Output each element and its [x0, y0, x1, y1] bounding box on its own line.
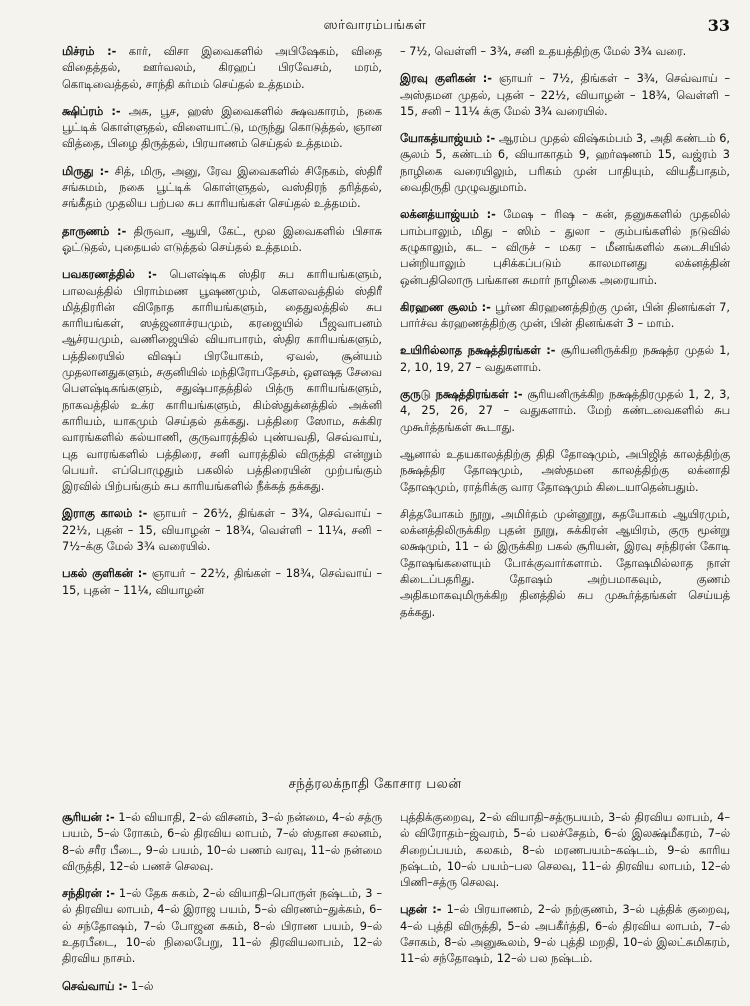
paragraph-text: 1–ல் தேக சுகம், 2–ல் வியாதி–பொருள் நஷ்டம், 3 –ல் திரவிய லாபம், 4–ல் இராஜ பயம், 5–ல் விரணம்–துக்கம், 6–ல் சந்தோஷம், 7–ல் போஜன சுகம், 8–ல் பிராண பயம், 9–ல் உதரபீடை, 10–ல் நிலைபேறு, 11–ல் திரவியலாபம், 12–ல் திரவிய நாசம். — [62, 887, 382, 966]
paragraph-text: பௌஷ்டிக ஸ்திர சுப காரியங்களும், பாலவத்தில் பிராம்மண பூஷணமும், கௌலவத்தில் ஸ்திரீ மித்திரரின் விநோத காரியங்களும், தைதுலத்தில் சுப காரியங்கள், ஸத்ஜனாச்ரயமும், கரஜையில் பீஜவாபனம் ஆச்ரயமும், வணிஜையில் வியாபாரம், ஸ்திர காரியங்களும், பத்திரையில் விஷப் பிரயோகம், ஏவல், சூன்யம் முதலானதுகளும், சகுனியில் மந்திரோபதேசம், ஔஷத சேவை பௌஷ்டிகங்களும், சதுஷ்பாதத்தில் பித்ரு காரியங்களும், நாகவத்தில் உக்ர காரியங்களும், கிம்ஸ்துக்னத்தில் அக்னி காரியம், யாகமும் செய்தல் தக்கது. பத்திரை ஸோம, சுக்கிர வாரங்களில் கல்யாணி, குருவாரத்தில் புண்யவதி, செவ்வாய், புத வாரங்களில் பத்திரை, சனி வாரத்தில் விருத்தி என்றும் பெயர். எப்பொழுதும் பகலில் பத்திரையின் முற்பங்கும் இரவில் பிற்பங்கும் சுப காரியங்களில் நீக்கத் தக்கது. — [62, 268, 383, 494]
paragraph — [400, 44, 730, 60]
bottom-right-column — [400, 810, 730, 979]
paragraph — [62, 566, 382, 599]
term-heading: குருடு நக்ஷத்திரங்கள் :- — [400, 388, 523, 402]
paragraph-text: சித்தயோகம் நூறு, அமிர்தம் முன்னூறு, சுதயோகம் ஆயிரமும், லக்னத்திலிருக்கிற புதன் நூறு, சுக்கிரன் ஆயிரம், குரு மூன்று லக்ஷமும், 11 – ல் இருக்கிற பகல் சூரியன், இரவு சந்திரன் கோடி தோஷங்களையும் போக்குவார்களாம். தோஷமில்லாத நாள் கிடைப்பதரிது. தோஷம் அற்பமாகவும், குணம் அதிகமாகவுமிருக்கிற தினத்தில் சுப முகூர்த்தங்கள் செய்யத் தக்கது. — [400, 507, 730, 619]
page-number: 33 — [707, 16, 730, 35]
paragraph — [62, 164, 382, 213]
term-heading: மிச்ரம் :- — [62, 45, 117, 58]
paragraph — [400, 343, 730, 376]
term-heading: சந்திரன் :- — [62, 887, 115, 901]
term-heading: உயிரில்லாத நக்ஷத்திரங்கள் :- — [400, 344, 556, 358]
paragraph-text: பூர்ண கிரஹணத்திற்கு முன், பின் தினங்கள் 7, பார்ச்வ க்ரஹணத்திற்கு முன், பின் தினங்கள் 3 – மாம். — [400, 300, 730, 331]
term-heading: க்ஷிப்ரம் :- — [62, 104, 121, 118]
term-heading: யோகத்யாஜ்யம் :- — [400, 132, 496, 146]
paragraph — [400, 131, 730, 196]
term-heading: தாருணம் :- — [62, 224, 127, 238]
paragraph — [400, 447, 730, 496]
paragraph — [62, 810, 382, 875]
paragraph-text: ஆரம்ப முதல் விஷ்கம்பம் 3, அதி கண்டம் 6, சூலம் 5, கண்டம் 6, வியாகாதம் 9, ஹர்ஷணம் 15, வஜ்ரம் 3 நாழிகை வரையிலும், பரிகம் முன் பாதியும், வியதீபாதம், வைதிருதி முழுவதுமாம். — [400, 132, 730, 195]
term-heading: பகல் குளிகன் :- — [62, 567, 147, 581]
running-title: ஸர்வாரம்பங்கள் — [323, 18, 427, 33]
paragraph-text: ஞாயர் – 22½, திங்கள் – 18¾, செவ்வாய் – 15, புதன் – 11¼, வியாழன் — [62, 567, 382, 597]
term-heading: இராகு காலம் :- — [62, 507, 148, 521]
term-heading: சூரியன் :- — [62, 811, 115, 824]
term-heading: மிருது :- — [62, 164, 109, 178]
term-heading: பவகரணத்தில் :- — [62, 268, 157, 282]
term-heading: புதன் :- — [400, 903, 442, 917]
paragraph-text: கார், விசா இவைகளில் அபிஷேகம், விதை விதைத்தல், ஊர்வலம், கிரஹப் பிரவேசம், மரம், கொடிவைத்தல், சாந்தி கர்மம் செய்தல் உத்தமம். — [62, 45, 383, 91]
paragraph-text: அசு, பூச, ஹஸ் இவைகளில் க்ஷவகாரம், நகை பூட்டிக் கொள்ளுதல், விளையாட்டு, மருந்து கொடுத்தல், ஞான வித்தை, பிழை திருத்தல், பிரயாணம் செய்தல் உத்தமம். — [62, 104, 382, 151]
paragraph-text: – 7½, வெள்ளி – 3¾, சனி உதயத்திற்கு மேல் 3¾ வரை. — [400, 45, 687, 58]
paragraph — [62, 886, 382, 967]
term-heading: கிரஹண சூலம் :- — [400, 300, 491, 314]
term-heading: இரவு குளிகன் :- — [400, 72, 492, 86]
paragraph-text: சித், மிரு, அனு, ரேவ இவைகளில் சிநேகம், ஸ்திரீ சங்கமம், நகை பூட்டிக் கொள்ளுதல், வஸ்திரந் தரித்தல், சங்கீதம் முதலிய பற்பல சுப காரியங்கள் செய்தல் உத்தமம். — [62, 164, 383, 211]
left-column — [62, 44, 382, 610]
paragraph-text: ஆனால் உதயகாலத்திற்கு திதி தோஷமும், அபிஜித் காலத்திற்கு நக்ஷத்திர தோஷமும், அஸ்தமன காலத்திற்கு லக்னாதி தோஷமும், ராத்ரிக்கு வார தோஷமும் கிடையாதென்பதும். — [400, 447, 730, 494]
paragraph — [62, 104, 382, 153]
paragraph — [62, 267, 382, 495]
paragraph — [400, 387, 730, 436]
paragraph-text: 1–ல் வியாதி, 2–ல் விசனம், 3–ல் நன்மை, 4–ல் சத்ரு பயம், 5–ல் ரோகம், 6–ல் திரவிய லாபம், 7–ல் ஸ்தான சலனம், 8–ல் சரீர பீடை, 9–ல் பயம், 10–ல் பணம் வரவு, 11–ல் நன்மை விருத்தி, 12–ல் பணச் செலவு. — [62, 811, 383, 873]
term-heading: செவ்வாய் :- — [62, 979, 128, 993]
paragraph — [400, 207, 730, 288]
bottom-left-column — [62, 810, 382, 1006]
paragraph-text: சூரியனிருக்கிற நக்ஷத்ர முதல் 1, 2, 10, 19, 27 – வதுகளாம். — [400, 344, 730, 374]
paragraph — [400, 300, 730, 333]
paragraph-text: ஞாயர் – 7½, திங்கள் – 3¾, செவ்வாய் – அஸ்தமன முதல், புதன் – 22½, வியாழன் – 18¾, வெள்ளி – 15, சனி – 11¼ க்கு மேல் 3¾ வரையில். — [400, 72, 731, 118]
paragraph — [400, 902, 730, 967]
paragraph-text: மேஷ – ரிஷ – கன், தனுசுகளில் முதலில் பாம்பாலும், மிது – ஸிம் – துலா – கும்பங்களில் நடுவில் கழுகாலும், கட – விருச் – மகர – மீனங்களில் கடைசியில் பன்றியாலும் புசிக்கப்படும் காலமானது லக்னத்தின் ஒன்பதிலொரு பங்கான சுமார் நாழிகை அரையாம். — [400, 208, 731, 287]
paragraph — [400, 71, 730, 120]
section-title: சந்த்ரலக்நாதி கோசார பலன் — [288, 776, 462, 792]
paragraph-text: திருவா, ஆயி, கேட், மூல இவைகளில் பிசாசு ஓட்டுதல், புதையல் எடுத்தல் செய்தல் உத்தமம். — [62, 224, 382, 254]
paragraph-text: புத்திக்குறைவு, 2–ல் வியாதி–சத்ருபயம், 3–ல் திரவிய லாபம், 4–ல் விரோதம்–ஜ்வரம், 5–ல் பலச்சேதம், 6–ல் இலக்ஷ்மீகரம், 7–ல் சிறைப்பயம், கலகம், 8–ல் மரணபயம்–கஷ்டம், 9–ல் காரிய நஷ்டம், 10–ல் பயம்–பல செலவு, 11–ல் திரவிய லாபம், 12–ல் பிணி–சத்ரு செலவு. — [400, 811, 730, 890]
paragraph — [62, 506, 382, 555]
paragraph — [62, 979, 382, 995]
paragraph-text: சூரியனிருக்கிற நக்ஷத்திரமுதல் 1, 2, 3, 4, 25, 26, 27 – வதுகளாம். மேற் கண்டவைகளில் சுப முகூர்த்தங்கள் கூடாது. — [400, 388, 730, 434]
paragraph — [62, 44, 382, 93]
right-column — [400, 44, 730, 632]
paragraph — [400, 507, 730, 621]
paragraph-text: 1–ல் — [131, 979, 154, 993]
page-header — [0, 0, 750, 40]
paragraph-text: ஞாயர் – 26½, திங்கள் – 3¾, செவ்வாய் – 22½, புதன் – 15, வியாழன் – 18¾, வெள்ளி – 11¼, சனி – 7½–க்கு மேல் 3¾ வரையில். — [62, 507, 382, 554]
paragraph — [62, 224, 382, 257]
term-heading: லக்னத்யாஜ்யம் :- — [400, 208, 496, 222]
paragraph — [400, 810, 730, 891]
paragraph-text: 1–ல் பிரயாணம், 2–ல் நற்குணம், 3–ல் புத்திக் குறைவு, 4–ல் புத்தி விருத்தி, 5–ல் அபகீர்த்தி, 6–ல் திரவிய லாபம், 7–ல் சோகம், 8–ல் அனுகூலம், 9–ல் புத்தி மறதி, 10–ல் இலட்சுமிகரம், 11–ல் சந்தோஷம், 12–ல் பல நஷ்டம். — [400, 903, 730, 966]
